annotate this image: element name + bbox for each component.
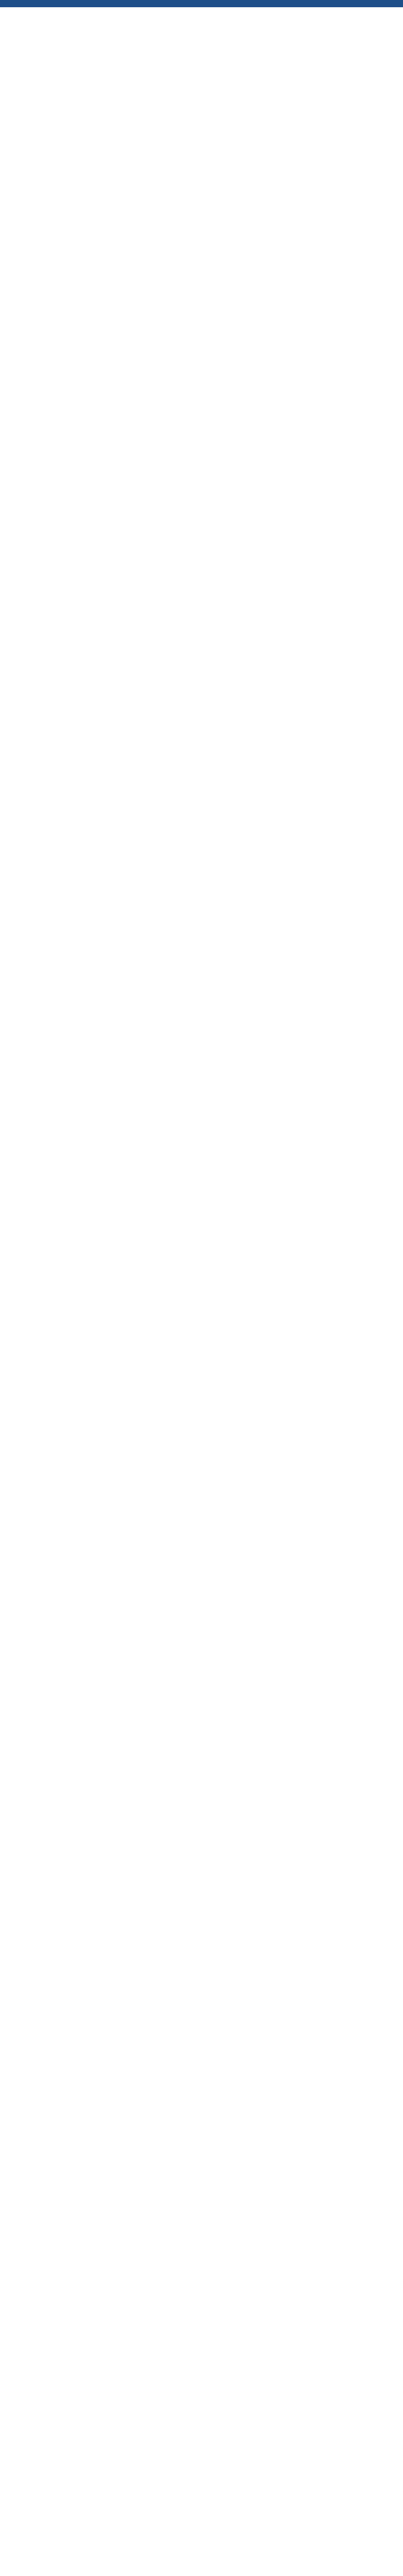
column-header: [45, 0, 91, 7]
column-header: [181, 0, 227, 7]
column-header: [227, 0, 272, 7]
column-header: [272, 0, 317, 7]
table-header: [0, 0, 403, 7]
column-header: [0, 0, 45, 7]
column-header: [91, 0, 136, 7]
column-header: [363, 0, 403, 7]
column-header: [317, 0, 363, 7]
column-header: [136, 0, 181, 7]
